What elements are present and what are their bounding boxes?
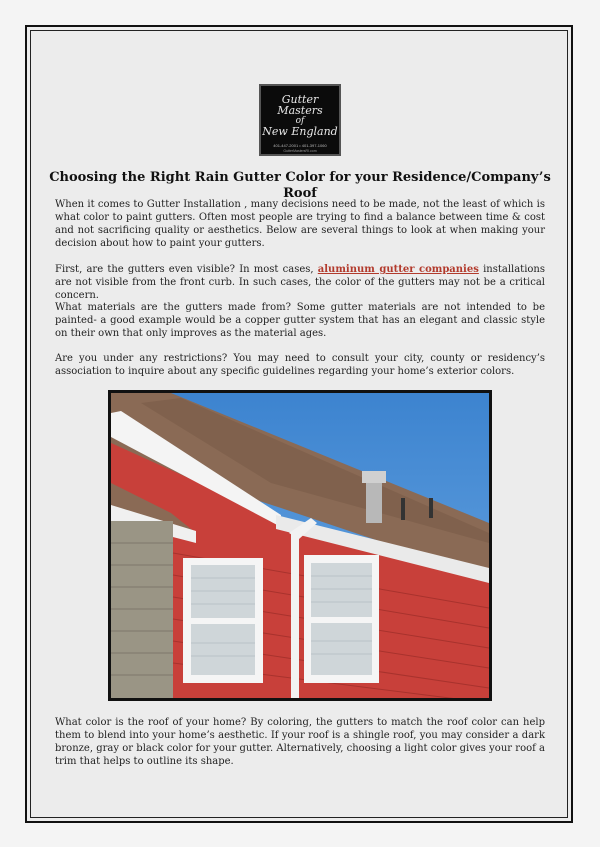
logo-phone: 401-447-2001 • 401-397-1060 <box>273 143 327 148</box>
paragraph-visibility-text-before: First, are the gutters even visible? In most cases, <box>55 264 318 275</box>
paragraph-roof-color: What color is the roof of your home? By coloring, the gutters to match the roof color can help them to blend into your home’s aesthetic. If your roof is a shingle roof, you may consider a dark bronze, gray or black color for your gutter. Alternatively, choosing a light color gives your roof a trim that helps to outline its shape. <box>55 717 545 767</box>
logo-text-line2: of <box>295 116 305 126</box>
page-title: Choosing the Right Rain Gutter Color for your Residence/Company’s Roof <box>49 170 551 201</box>
paragraph-intro: When it comes to Gutter Installation , many decisions need to be made, not the least of which is what color to paint gutters. Often most people are trying to find a balance between time & cost and not sacrificing quality or aesthetics. Below are several things to look at when making your decision about how to paint your gutters. <box>55 199 545 249</box>
paragraph-visibility-text-after: installations are not visible from the front curb. In such cases, the color of the gutters may not be a critical concern. <box>55 264 545 301</box>
paragraph-materials: What materials are the gutters made from? Some gutter materials are not intended to be painted- a good example would be a copper gutter system that has an elegant and classic style on their own that only improves as the material ages. <box>55 302 545 339</box>
house-gutter-photo <box>108 390 492 701</box>
paragraph-restrictions: Are you under any restrictions? You may need to consult your city, county or residency’s association to inquire about any specific guidelines regarding your home’s exterior colors. <box>55 353 545 377</box>
company-logo <box>259 84 341 156</box>
paragraph-visibility <box>55 263 545 302</box>
house-illustration <box>111 393 489 698</box>
aluminum-gutter-companies-link[interactable]: aluminum gutter companies <box>317 264 479 275</box>
logo-text-line3: New England <box>262 125 338 138</box>
logo-text-line1: Gutter Masters <box>277 93 323 117</box>
logo-website: GutterMastersRI.com <box>283 149 317 153</box>
